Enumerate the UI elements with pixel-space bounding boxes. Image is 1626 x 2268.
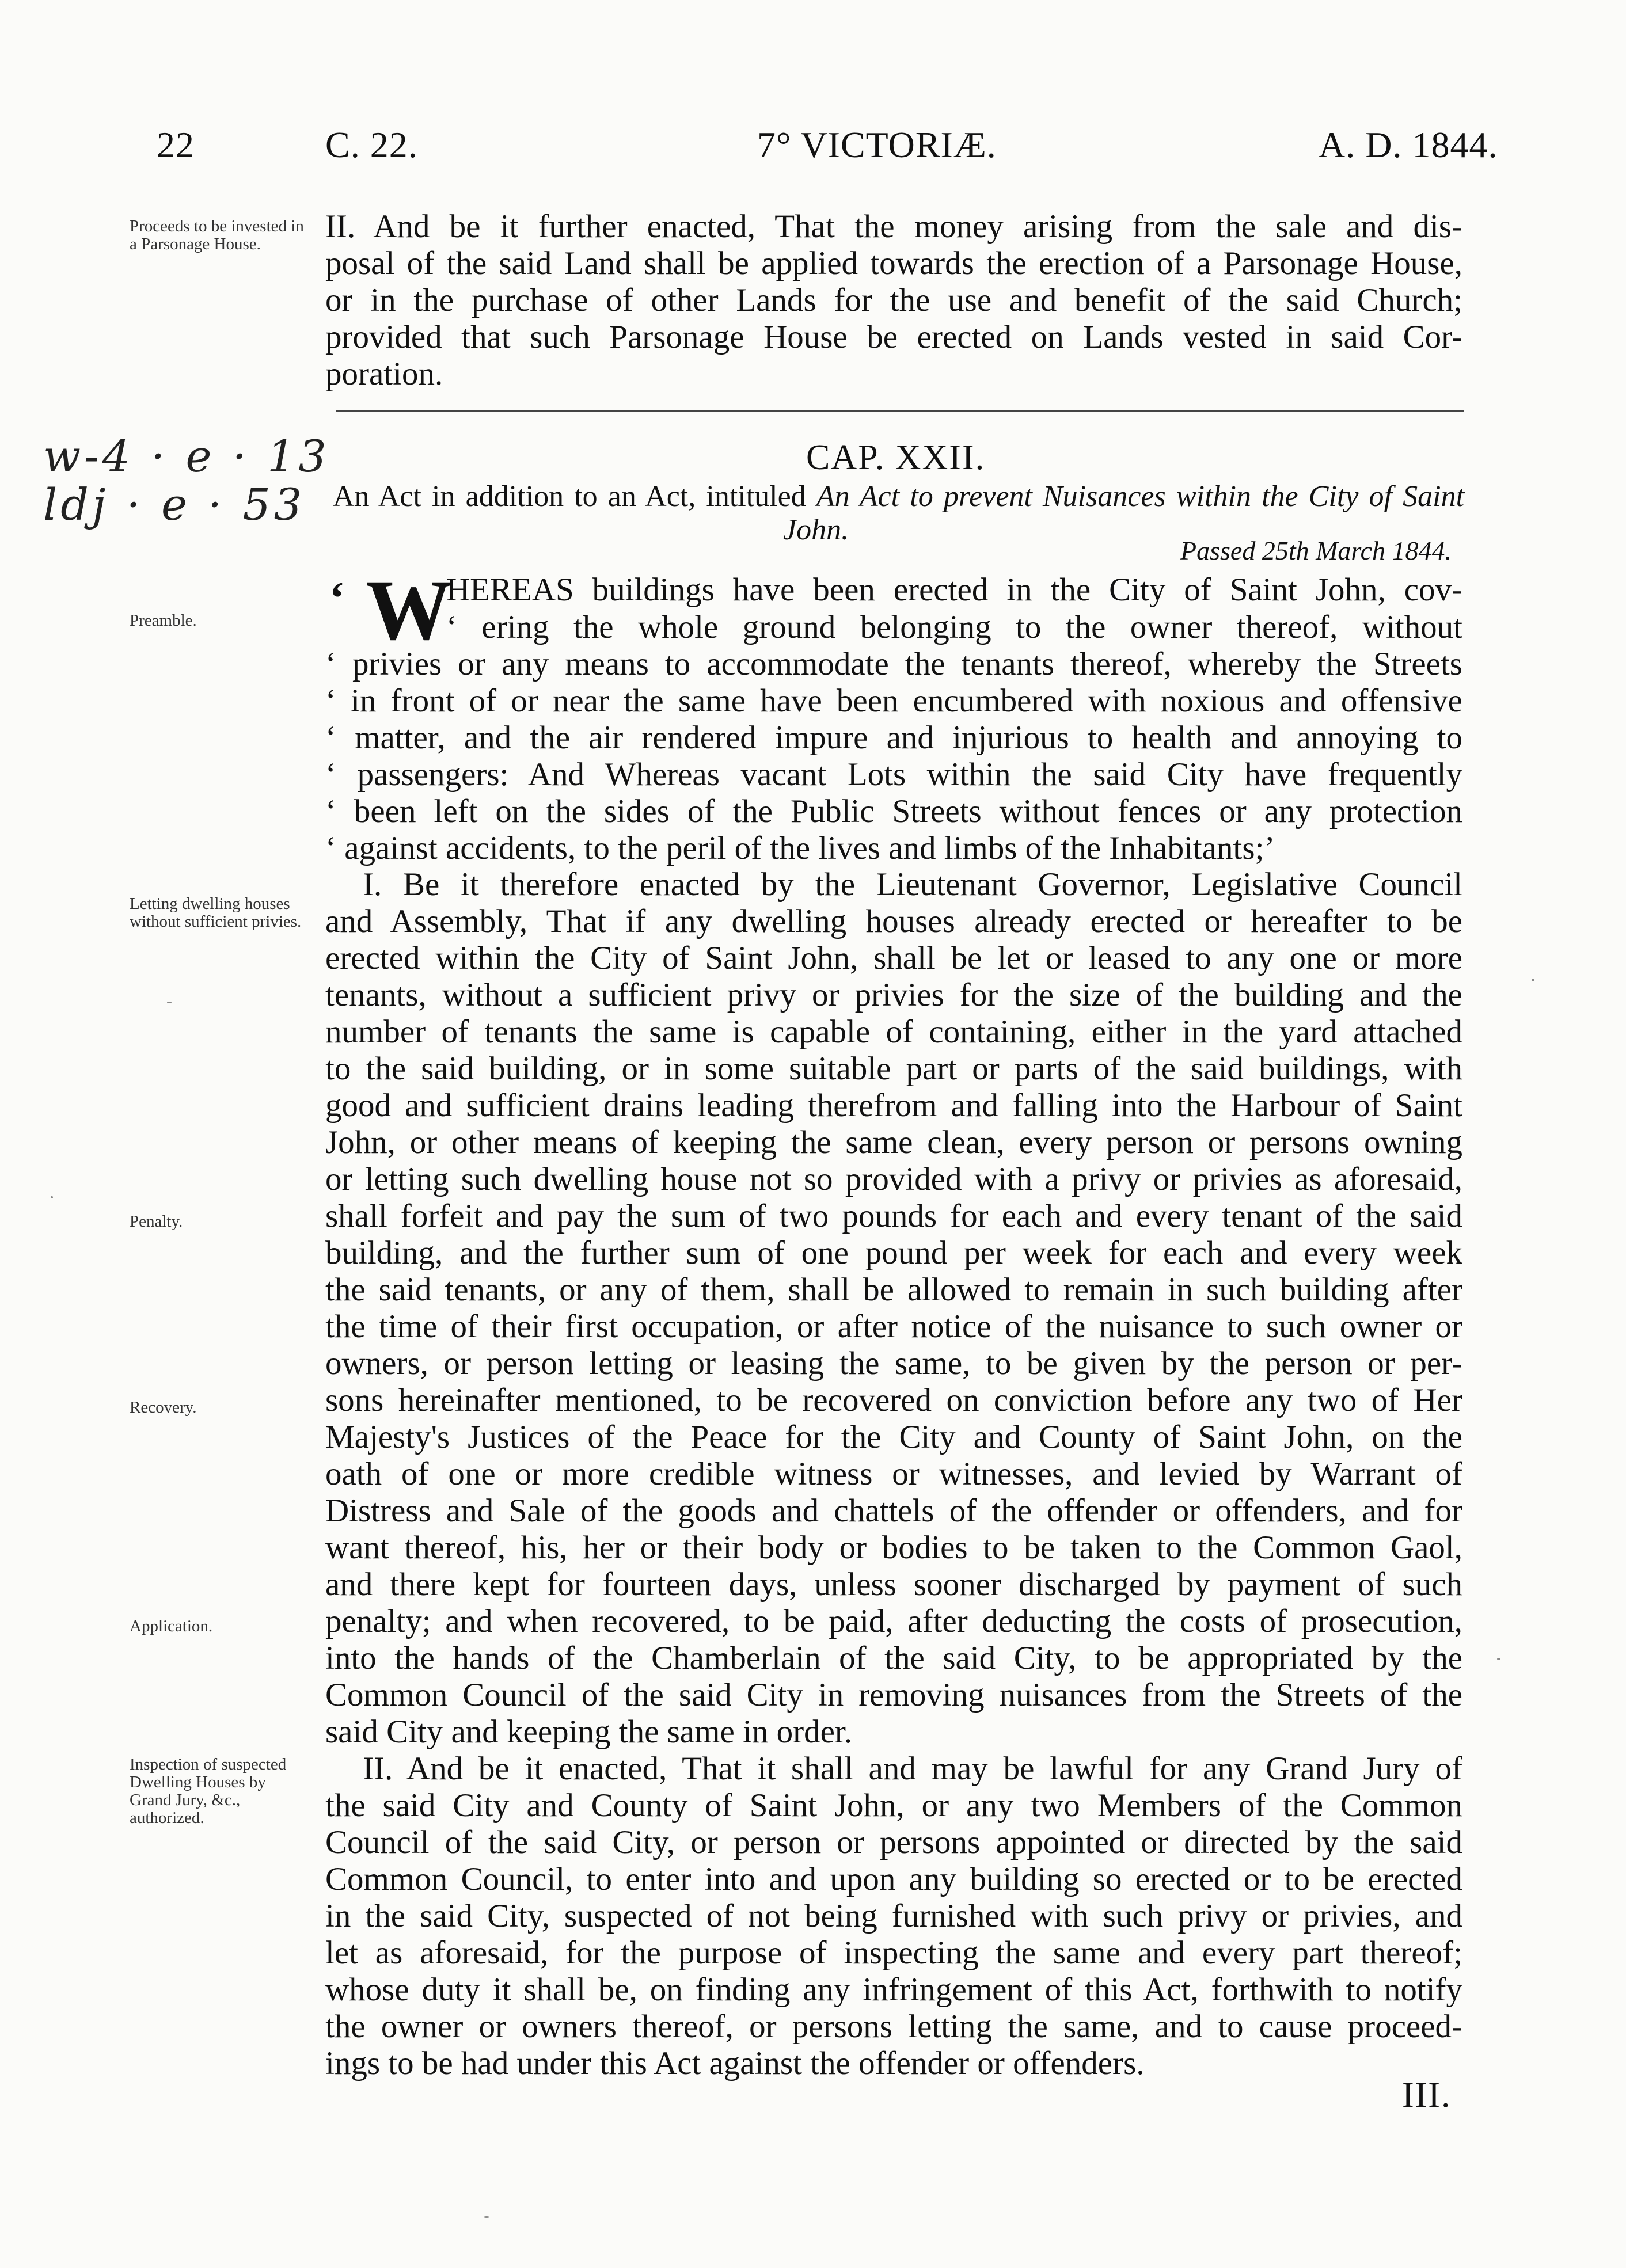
text-line: shall forfeit and pay the sum of two pounds for each and every tenant of the said bbox=[325, 1198, 1462, 1234]
text-line: II. And be it further enacted, That the money arising from the sale and dis- bbox=[325, 208, 1462, 245]
drop-cap: W bbox=[366, 562, 452, 658]
text-line: the owner or owners thereof, or persons letting the same, and to cause proceed- bbox=[325, 2008, 1462, 2045]
handwritten-annotation: w-4 · e · 13 bbox=[43, 431, 330, 482]
text-line: and Assembly, That if any dwelling houses already erected or hereafter to be bbox=[325, 903, 1462, 939]
cap-desc-title: An Act to prevent Nuisances within the City of Saint bbox=[816, 480, 1465, 513]
text-line: posal of the said Land shall be applied towards the erection of a Parsonage House, bbox=[325, 245, 1462, 281]
text-line: poration. bbox=[325, 356, 443, 392]
cap-desc-prefix: An Act in addition to an Act, intituled bbox=[333, 480, 806, 513]
text-line: number of tenants the same is capable of containing, either in the yard attached bbox=[325, 1014, 1462, 1050]
text-line: whose duty it shall be, on finding any infringement of this Act, forthwith to notify bbox=[325, 1972, 1462, 2008]
margin-note-application: Application. bbox=[130, 1617, 213, 1635]
text-line: good and sufficient drains leading therefrom and falling into the Harbour of Saint bbox=[325, 1087, 1462, 1124]
text-line: the said tenants, or any of them, shall be allowed to remain in such building after bbox=[325, 1272, 1462, 1308]
open-quote: ‘ bbox=[329, 573, 345, 624]
text-line: ‘ passengers: And Whereas vacant Lots within the said City have frequently bbox=[325, 756, 1462, 793]
text-line: tenants, without a sufficient privy or privies for the size of the building and the bbox=[325, 977, 1462, 1013]
text-line: ings to be had under this Act against the offender or offenders. bbox=[325, 2045, 1145, 2081]
text-line: said City and keeping the same in order. bbox=[325, 1714, 852, 1750]
margin-note-inspection: Inspection of suspected Dwelling Houses by Grand Jury, &c., authorized. bbox=[130, 1755, 287, 1827]
cap-description-cont: John. bbox=[783, 513, 849, 546]
scan-speck bbox=[167, 1002, 172, 1003]
cap-title: CAP. XXII. bbox=[806, 438, 986, 477]
text-line: into the hands of the Chamberlain of the said City, to be appropriated by the bbox=[325, 1640, 1462, 1676]
scan-speck bbox=[1532, 979, 1534, 981]
text-line: II. And be it enacted, That it shall and may be lawful for any Grand Jury of bbox=[363, 1751, 1462, 1787]
text-line: Distress and Sale of the goods and chattels of the offender or offenders, and for bbox=[325, 1493, 1462, 1529]
text-line: Common Council, to enter into and upon any building so erected or to be erected bbox=[325, 1861, 1462, 1897]
margin-note-preamble: Preamble. bbox=[130, 611, 197, 630]
text-line: owners, or person letting or leasing the same, to be given by the person or per- bbox=[325, 1345, 1462, 1382]
scan-speck bbox=[1497, 1658, 1500, 1660]
text-line: oath of one or more credible witness or witnesses, and levied by Warrant of bbox=[325, 1456, 1462, 1492]
text-line: Majesty's Justices of the Peace for the City and County of Saint John, on the bbox=[325, 1419, 1462, 1455]
chapter-label: C. 22. bbox=[325, 124, 418, 165]
text-line: ‘ against accidents, to the peril of the lives and limbs of the Inhabitants;’ bbox=[325, 830, 1275, 866]
handwritten-annotation: ldj · e · 53 bbox=[43, 479, 306, 530]
catchword: III. bbox=[1402, 2076, 1452, 2115]
text-line: provided that such Parsonage House be erected on Lands vested in said Cor- bbox=[325, 319, 1462, 355]
text-line: erected within the City of Saint John, shall be let or leased to any one or more bbox=[325, 940, 1462, 976]
text-line: building, and the further sum of one pound per week for each and every week bbox=[325, 1235, 1462, 1271]
text-line: ‘ matter, and the air rendered impure and injurious to health and annoying to bbox=[325, 720, 1462, 756]
text-line: Council of the said City, or person or persons appointed or directed by the said bbox=[325, 1824, 1462, 1860]
page-number: 22 bbox=[157, 124, 195, 165]
text-line: ‘ been left on the sides of the Public Streets without fences or any protection bbox=[325, 793, 1462, 829]
margin-note-recovery: Recovery. bbox=[130, 1398, 197, 1417]
text-line: ‘ privies or any means to accommodate the tenants thereof, whereby the Streets bbox=[325, 646, 1462, 682]
text-line: the said City and County of Saint John, or any two Members of the Common bbox=[325, 1787, 1462, 1824]
text-line: I. Be it therefore enacted by the Lieutenant Governor, Legislative Council bbox=[363, 866, 1462, 903]
margin-note-proceeds: Proceeds to be invested in a Parsonage House. bbox=[130, 217, 304, 253]
reign-label: 7° VICTORIÆ. bbox=[757, 124, 997, 165]
passed-date: Passed 25th March 1844. bbox=[1180, 536, 1452, 565]
year-label: A. D. 1844. bbox=[1319, 124, 1498, 165]
text-line: John, or other means of keeping the same clean, every person or persons owning bbox=[325, 1124, 1462, 1160]
cap-description bbox=[333, 480, 1464, 514]
text-line: penalty; and when recovered, to be paid, after deducting the costs of prosecution, bbox=[325, 1603, 1462, 1639]
text-line: want thereof, his, her or their body or bodies to be taken to the Common Gaol, bbox=[325, 1529, 1462, 1566]
scan-speck bbox=[51, 1196, 53, 1198]
text-line: and there kept for fourteen days, unless sooner discharged by payment of such bbox=[325, 1566, 1462, 1603]
scan-speck bbox=[484, 2216, 489, 2218]
text-line: ‘ ering the whole ground belonging to the owner thereof, without bbox=[446, 609, 1462, 645]
margin-note-penalty: Penalty. bbox=[130, 1212, 183, 1231]
text-line: the time of their first occupation, or after notice of the nuisance to such owner or bbox=[325, 1308, 1462, 1345]
text-line: sons hereinafter mentioned, to be recovered on conviction before any two of Her bbox=[325, 1382, 1462, 1418]
text-line: or letting such dwelling house not so provided with a privy or privies as aforesaid, bbox=[325, 1161, 1462, 1197]
text-line: to the said building, or in some suitable part or parts of the said buildings, with bbox=[325, 1051, 1462, 1087]
text-line: HEREAS buildings have been erected in the City of Saint John, cov- bbox=[446, 572, 1462, 608]
margin-note-letting: Letting dwelling houses without sufficient privies. bbox=[130, 895, 302, 931]
text-line: or in the purchase of other Lands for the use and benefit of the said Church; bbox=[325, 282, 1462, 318]
text-line: let as aforesaid, for the purpose of inspecting the same and every part thereof; bbox=[325, 1935, 1462, 1971]
text-line: in the said City, suspected of not being furnished with such privy or privies, and bbox=[325, 1898, 1462, 1934]
text-line: Common Council of the said City in removing nuisances from the Streets of the bbox=[325, 1677, 1462, 1713]
section-divider bbox=[336, 410, 1464, 412]
text-line: ‘ in front of or near the same have been encumbered with noxious and offensive bbox=[325, 683, 1462, 719]
